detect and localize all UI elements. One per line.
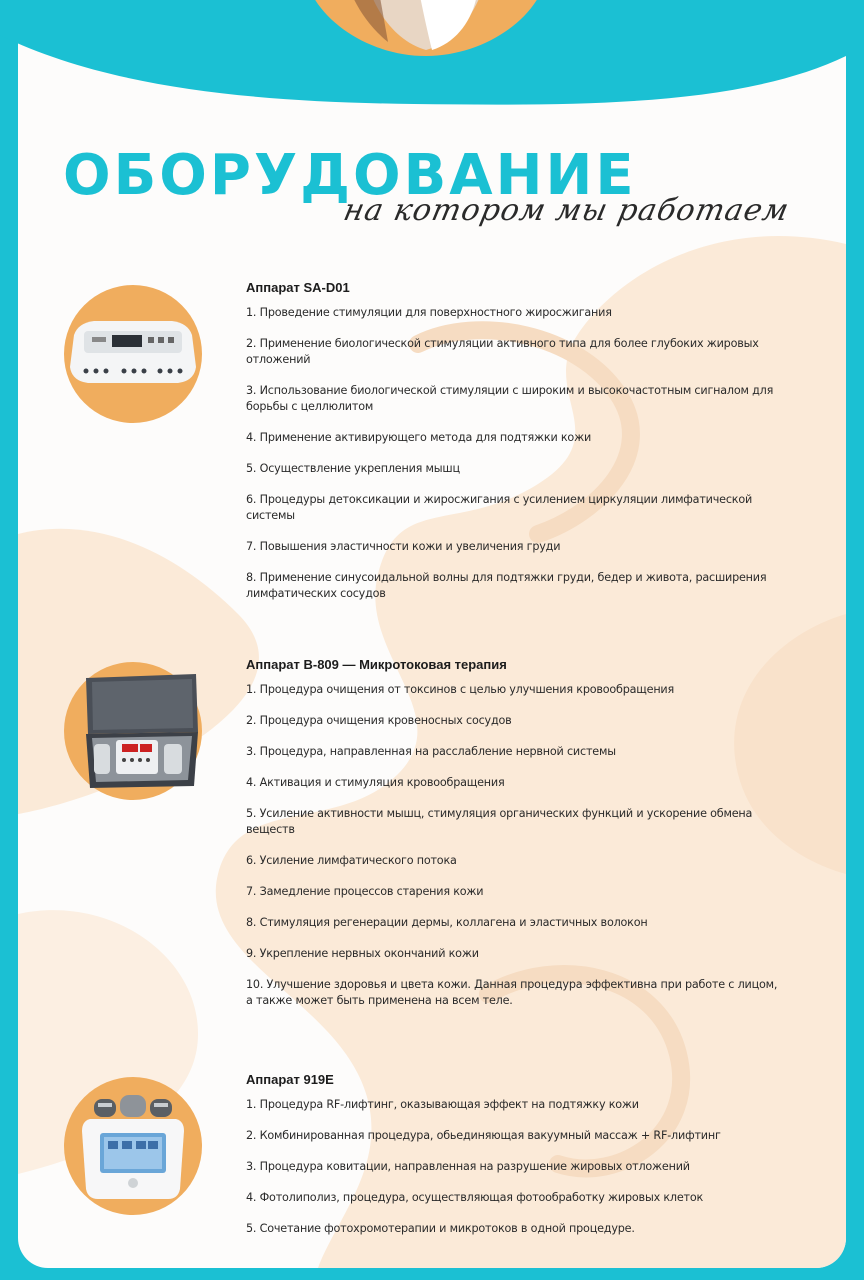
list-item: 8. Стимуляция регенерации дермы, коллагена и эластичных волокон xyxy=(246,916,648,929)
list-item: 2. Процедура очищения кровеносных сосудов xyxy=(246,714,512,727)
model-photo-icon xyxy=(308,0,544,66)
procedure-list xyxy=(246,305,786,602)
list-item: 5. Осуществление укрепления мышц xyxy=(246,462,460,475)
device-title: Аппарат SA-D01 xyxy=(246,280,350,295)
cavitation-rf-icon xyxy=(64,1077,202,1215)
device-title: Аппарат B-809 — Микротоковая терапия xyxy=(246,657,507,672)
list-item: 7. Повышения эластичности кожи и увеличения груди xyxy=(246,540,561,553)
list-item: 1. Проведение стимуляции для поверхностного жиросжигания xyxy=(246,306,612,319)
ems-device-icon xyxy=(64,285,202,423)
page-subtitle: на котором мы работаем xyxy=(340,193,793,228)
list-item: 9. Укрепление нервных окончаний кожи xyxy=(246,947,479,960)
list-item: 4. Фотолиполиз, процедура, осуществляющая фотообработку жировых клеток xyxy=(246,1191,704,1204)
list-item: 6. Усиление лимфатического потока xyxy=(246,854,457,867)
procedure-list xyxy=(246,1097,786,1237)
list-item: 10. Улучшение здоровья и цвета кожи. Данная процедура эффективна при работе с лицом, а также может быть применена на всем теле. xyxy=(246,978,778,1007)
device-image-b-809 xyxy=(64,662,202,800)
list-item: 3. Процедура ковитации, направленная на разрушение жировых отложений xyxy=(246,1160,690,1173)
list-item: 2. Комбинированная процедура, обьединяющая вакуумный массаж + RF-лифтинг xyxy=(246,1129,721,1142)
device-image-919e xyxy=(64,1077,202,1215)
list-item: 1. Процедура очищения от токсинов с целью улучшения кровообращения xyxy=(246,683,675,696)
list-item: 8. Применение синусоидальной волны для подтяжки груди, бедер и живота, расширения лимфатических сосудов xyxy=(246,571,767,600)
list-item: 3. Использование биологической стимуляции с широким и высокочастотным сигналом для борьбы с целлюлитом xyxy=(246,384,774,413)
list-item: 7. Замедление процессов старения кожи xyxy=(246,885,484,898)
device-image-sa-d01 xyxy=(64,285,202,423)
list-item: 4. Применение активирующего метода для подтяжки кожи xyxy=(246,431,592,444)
device-section-sa-d01 xyxy=(246,280,786,602)
device-title: Аппарат 919E xyxy=(246,1072,334,1087)
list-item: 3. Процедура, направленная на расслабление нервной системы xyxy=(246,745,616,758)
list-item: 6. Процедуры детоксикации и жиросжигания с усилением циркуляции лимфатической системы xyxy=(246,493,753,522)
list-item: 1. Процедура RF-лифтинг, оказывающая эффект на подтяжку кожи xyxy=(246,1098,639,1111)
device-section-919e xyxy=(246,1072,786,1237)
device-section-b-809 xyxy=(246,657,786,1009)
procedure-list xyxy=(246,682,786,1009)
page-title: ОБОРУДОВАНИЕ xyxy=(63,143,637,208)
list-item: 5. Усиление активности мышц, стимуляция органических функций и ускорение обмена веществ xyxy=(246,807,753,836)
microcurrent-case-icon xyxy=(64,662,202,800)
list-item: 5. Сочетание фотохромотерапии и микротоков в одной процедуре. xyxy=(246,1222,635,1235)
list-item: 4. Активация и стимуляция кровообращения xyxy=(246,776,505,789)
list-item: 2. Применение биологической стимуляции активного типа для более глубоких жировых отложений xyxy=(246,337,759,366)
